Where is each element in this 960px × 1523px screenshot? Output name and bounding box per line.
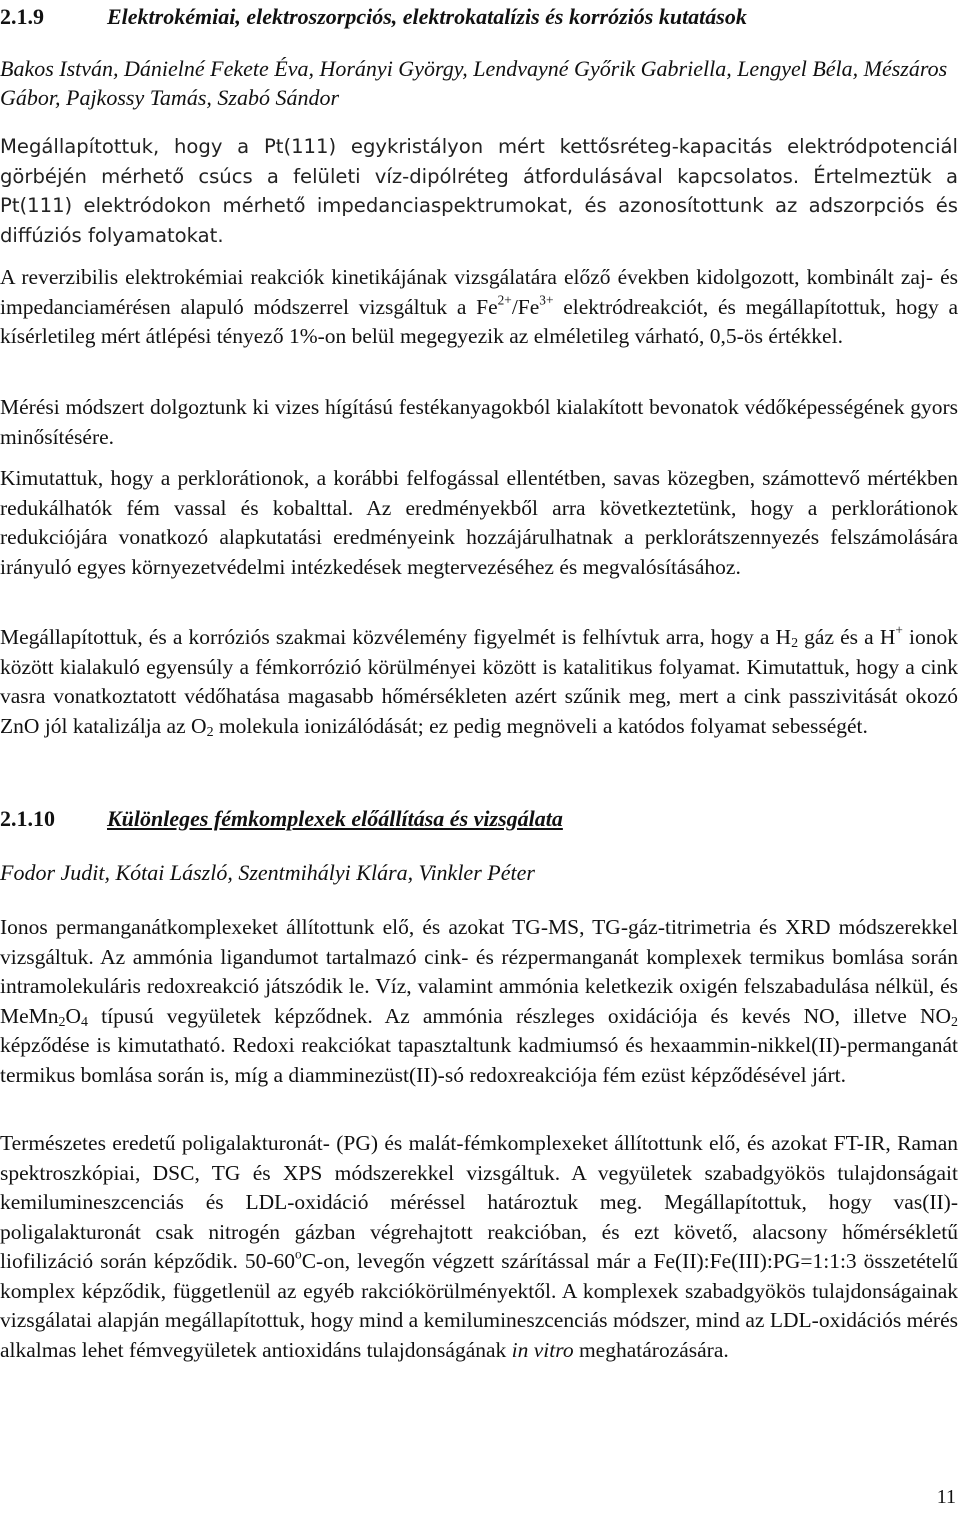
section-authors: Fodor Judit, Kótai László, Szentmihályi Klára, Vinkler Péter bbox=[0, 860, 535, 885]
section-heading-2-1-9 bbox=[0, 4, 960, 30]
section-title: Elektrokémiai, elektroszorpciós, elektrokatalízis és korróziós kutatások bbox=[107, 4, 747, 29]
page-number: 11 bbox=[936, 1486, 956, 1508]
section-number: 2.1.10 bbox=[0, 806, 55, 831]
paragraph: Mérési módszert dolgoztunk ki vizes hígítású festékanyagokból kialakított bevonatok védőképességének gyors minősítésére. bbox=[0, 395, 958, 449]
paragraph: Megállapítottuk, hogy a Pt(111) egykristályon mért kettősréteg-kapacitás elektródpotenciál görbéjén mérhető csúcs a felületi víz-dipólréteg átfordulásával kapcsolatos. Értelmeztük a Pt(111) elektródokon mérhető impedanciaspektrumokat, és azonosítottunk az adszorpciós és diffúziós folyamatokat. bbox=[0, 135, 958, 247]
paragraph: Ionos permanganátkomplexeket állítottunk elő, és azokat TG-MS, TG-gáz-titrimetria és XRD módszerekkel vizsgáltuk. Az ammónia ligandumot tartalmazó cink- és rézpermanganát komplexek termikus bomlása során intramolekuláris redoxreakció játszódik le. Víz, valamint ammónia keletkezik oxigén felszabadulása nélkül, és $MeMn_2O_4$ típusú vegyületek képződnek. Az ammónia részleges oxidációja és kevés NO, illetve $NO_2$ képződése is kimutatható. Redoxi reakciókat tapasztaltunk kadmiumsó és hexaammin-nikkel(II)-permanganát termikus bomlása során is, míg a diamminezüst(II)-só redoxreakciója fém ezüst képződésével járt. bbox=[0, 915, 958, 1087]
paragraph: A reverzibilis elektrokémiai reakciók kinetikájának vizsgálatára előző években kidolgozott, kombinált zaj- és impedanciamérésen alapuló módszerrel vizsgáltuk a $Fe^{2+}/Fe^{3+}$ elektródreakciót, és megállapítottuk, hogy a kísérletileg mért átlépési tényező 1%-on belül megegyezik az elméletileg várható, 0,5-ös értékkel. bbox=[0, 265, 958, 348]
section-title: Különleges fémkomplexek előállítása és vizsgálata bbox=[107, 806, 563, 831]
section-number: 2.1.9 bbox=[0, 4, 44, 29]
paragraph: Természetes eredetű poligalakturonát- (PG) és malát-fémkomplexeket állítottunk elő, és azokat FT-IR, Raman spektroszkópiai, DSC, TG és XPS módszerekkel vizsgáltuk. A vegyületek szabadgyökös tulajdonságait kemilumineszcenciás és LDL-oxidáció méréssel határoztuk meg. Megállapítottuk, hogy vas(II)-poligalakturonát csak nitrogén gázban végrehajtott reakcióban, és ezt követő, alacsony hőmérsékletű liofilizáció során képződik. 50-60$^o$C-on, levegőn végzett szárítással már a Fe(II):Fe(III):PG=1:1:3 összetételű komplex képződik, függetlenül az egyéb rakciókörülményektől. A komplexek szabadgyökös tulajdonságainak vizsgálatai alapján megállapítottuk, hogy mind a kemilumineszcenciás módszer, mind az LDL-oxidációs mérés alkalmas lehet fémvegyületek antioxidáns tulajdonságának in vitro meghatározására. bbox=[0, 1131, 959, 1362]
paragraph: Megállapítottuk, és a korróziós szakmai közvélemény figyelmét is felhívtuk arra, hogy a $H_2$ gáz és a H+ ionok között kialakuló egyensúly a fémkorrózió körülményei között is katalitikus folyamat. Kimutattuk, hogy a cink vasra vonatkoztatott védőhatása magasabb hőmérsékleten azért szűnik meg, mert a cink passzivitását okozó ZnO jól katalizálja az $O_2$ molekula ionizálódását; ez pedig megnöveli a katódos folyamat sebességét. bbox=[0, 622, 958, 740]
paragraph: Kimutattuk, hogy a perklorátionok, a korábbi felfogással ellentétben, savas közegben, számottevő mértékben redukálhatók fém vassal és kobalttal. Az eredményekből arra következtetünk, hogy a perklorátionok redukciójára vonatkozó alapkutatási eredményeink hozzájárulhatnak a perklorátszennyezés felszámolására irányuló egyes környezetvédelmi intézkedések megtervezéséhez és megvalósításához. bbox=[0, 466, 958, 579]
section-authors: Bakos István, Dánielné Fekete Éva, Horányi György, Lendvayné Győrik Gabriella, Lengyel Béla, Mészáros Gábor, Pajkossy Tamás, Szabó Sándor bbox=[0, 56, 948, 110]
section-heading-2-1-10 bbox=[0, 806, 960, 832]
